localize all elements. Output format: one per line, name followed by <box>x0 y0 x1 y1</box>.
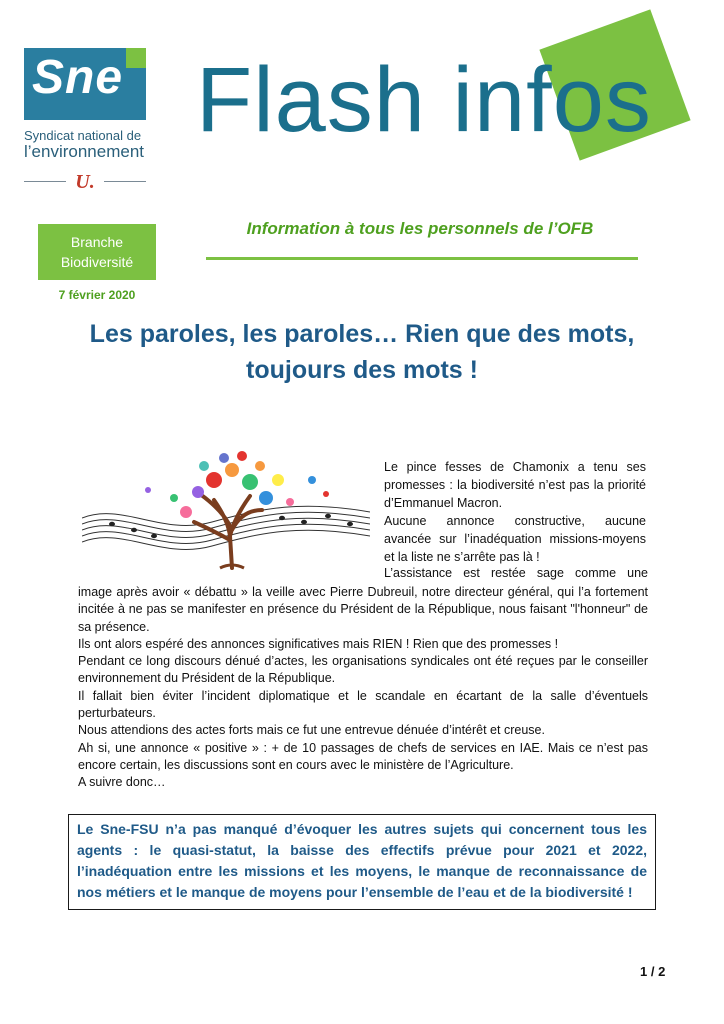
paragraph: Ah si, une annonce « positive » : + de 10 passages de chefs de services en IAE. Mais ce n’est pas encore certain, les discussions sont en cours avec le ministère de l’Agriculture. <box>78 740 648 772</box>
emblem-line-left <box>24 181 66 182</box>
paragraph: Ils ont alors espéré des annonces significatives mais RIEN ! Rien que des promesses ! <box>78 636 559 651</box>
paragraph: Il fallait bien éviter l’incident diplomatique et le scandale en écartant de la salle d’éventuels perturbateurs. <box>78 688 648 721</box>
branch-line1: Branche <box>70 234 124 250</box>
paragraph: A suivre donc… <box>78 775 166 790</box>
headline-line2: toujours des mots ! <box>246 356 478 384</box>
subtitle-divider <box>206 257 638 260</box>
headline <box>40 316 684 388</box>
publication-date: 7 février 2020 <box>58 288 136 302</box>
headline-line1: Les paroles, les paroles… Rien que des mots, <box>89 320 635 348</box>
subtitle: Information à tous les personnels de l’OFB <box>246 219 594 238</box>
paragraph: Nous attendions des actes forts mais ce fut une entrevue dénuée d’intérêt et creuse. <box>78 723 545 738</box>
logo-green-square <box>126 48 146 68</box>
page-number: 1 / 2 <box>640 964 666 979</box>
logo-name: Sne <box>32 51 124 104</box>
paragraph: Pendant ce long discours dénué d’actes, les organisations syndicales ont été reçues par le conseiller environnement du Président de la République. <box>78 654 648 686</box>
paragraph: Aucune annonce constructive, aucune avancée sur l’inadéquation missions-moyens et la liste ne s’arrête pas là ! <box>384 514 646 564</box>
logo-line1: Syndicat national de <box>24 128 142 143</box>
paragraph-start: L’assistance est restée sage comme une <box>384 566 648 580</box>
paragraph: image après avoir « débattu » la veille avec Pierre Dubreuil, notre directeur général, qui l’a fortement incitée à ne pas se manifester en présence du Président de la République, nous faisant "l'honneur" de sa présence. <box>78 585 648 634</box>
intro-column <box>384 458 646 566</box>
emblem-line-right <box>104 181 146 182</box>
body-text <box>78 584 648 792</box>
union-emblem <box>24 171 148 195</box>
logo-badge <box>24 48 146 120</box>
callout-box: Le Sne-FSU n’a pas manqué d’évoquer les autres sujets qui concernent tous les agents : le quasi-statut, la baisse des effectifs prévue pour 2021 et 2022, l’inadéquation entre les missions et les moyens, le manque de reconnaissance de nos métiers et le manque de moyens pour l’ensemble de l’eau et de la biodiversité ! <box>68 814 656 910</box>
sne-logo <box>24 48 148 195</box>
branch-badge <box>38 224 156 280</box>
fsu-logo-icon: U. <box>75 171 95 193</box>
paragraph: Le pince fesses de Chamonix a tenu ses promesses : la biodiversité n’est pas la priorité d’Emmanuel Macron. <box>384 460 646 510</box>
music-tree-illustration <box>82 440 370 572</box>
branch-line2: Biodiversité <box>60 254 134 270</box>
logo-line2: l’environnement <box>24 142 145 161</box>
page-title: Flash infos <box>196 49 652 151</box>
